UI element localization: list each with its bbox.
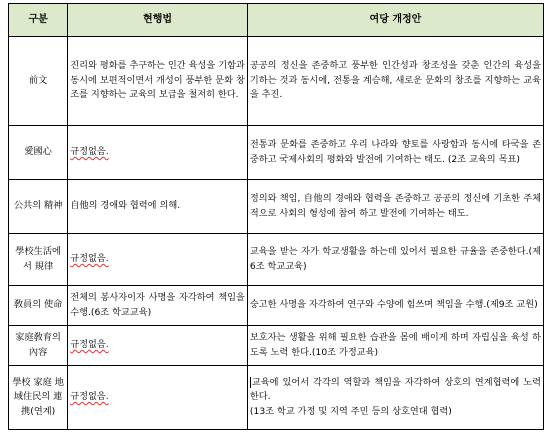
header-current-law: 현행법 — [68, 4, 248, 37]
table-row — [9, 180, 544, 234]
row-proposal: 정의와 책임, 自他의 경애와 협력을 존중하고 공공의 정신에 기초한 주체적으로 사회의 형성에 참여 하고 발전에 기여하는 태도. — [247, 180, 543, 234]
row-proposal: 숭고한 사명을 자각하여 연구와 수양에 힘쓰며 책임을 수행.(제9조 교원) — [247, 286, 543, 326]
table-row — [9, 234, 544, 286]
row-proposal: 공공의 정신을 존중하고 풍부한 인간성과 창조성을 갖춘 인간의 육성을 기하는 것과 동시에, 전통을 계승해, 새로운 문화의 창조를 지향하는 교육을 추진. — [247, 37, 543, 126]
row-current-law: 규정없음. — [70, 339, 109, 351]
table-row — [9, 286, 544, 326]
table-header-row — [9, 4, 544, 37]
header-category: 구분 — [9, 4, 68, 37]
table-row — [9, 126, 544, 180]
row-current-law: 自他의 경애와 협력에 의해. — [68, 180, 248, 234]
row-current-law: 규정없음. — [70, 391, 109, 403]
row-current-law: 규정없음. — [70, 146, 109, 158]
row-current-law: 규정없음. — [70, 253, 109, 265]
row-category: 學校生活에서 規律 — [9, 234, 68, 286]
row-category: 公共의 精神 — [9, 180, 68, 234]
row-category: 愛國心 — [9, 126, 68, 180]
row-category: 敎員의 使命 — [9, 286, 68, 326]
row-proposal: 교육을 받는 자가 학교생활을 하는데 있어서 필요한 규율을 존중한다.(제6조 학교교육) — [247, 234, 543, 286]
header-proposal: 여당 개정안 — [247, 4, 543, 37]
text-cursor — [250, 377, 251, 388]
row-current-law: 전체의 봉사자이자 사명을 자각하여 책임을 수행.(6조 학교교육) — [68, 286, 248, 326]
row-proposal: 보호자는 생활을 위해 필요한 습관을 몸에 배이게 하며 자립심을 육성 하도록 노력 한다.(10조 가정교육) — [247, 326, 543, 366]
row-category: 學校 家庭 地域住民의 連携(연계) — [9, 366, 68, 430]
comparison-table — [8, 3, 544, 430]
row-category: 家庭敎育의 內容 — [9, 326, 68, 366]
row-proposal: 전통과 문화를 존중하고 우리 나라와 향토를 사랑함과 동시에 타국을 존중하고 국제사회의 평화와 발전에 기여하는 태도. (2조 교육의 목표) — [247, 126, 543, 180]
table-row — [9, 326, 544, 366]
table-row — [9, 37, 544, 126]
row-category: 前文 — [9, 37, 68, 126]
row-proposal: 교육에 있어서 각각의 역할과 책임을 자각하여 상호의 연계협력에 노력 한다. — [249, 376, 541, 403]
row-current-law: 진리와 평화를 추구하는 인간 육성을 기함과 동시에 보편적이면서 개성이 풍부한 문화 창조를 지향하는 교육의 보급을 철저히 한다. — [68, 37, 248, 126]
table-row — [9, 366, 544, 430]
row-proposal-note: (13조 학교 가정 및 지역 주민 등의 상호연대 협력) — [249, 405, 452, 417]
